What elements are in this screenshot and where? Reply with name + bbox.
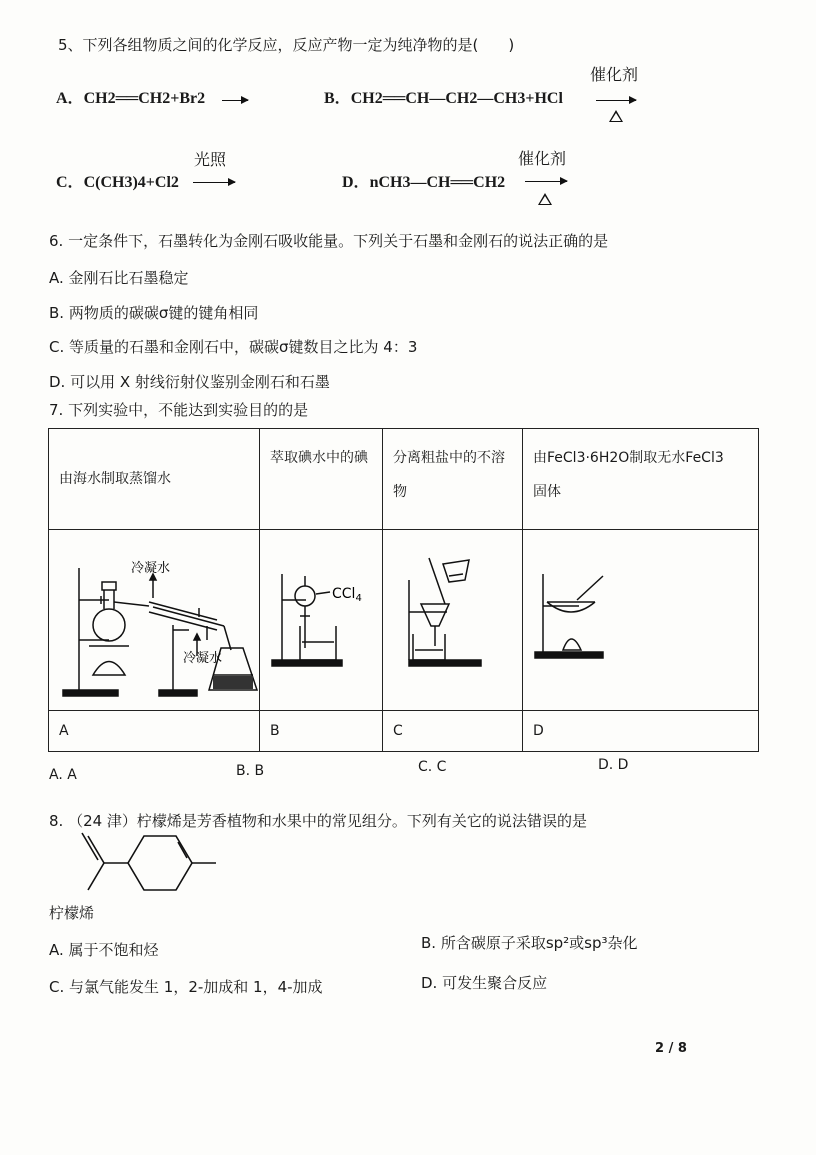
evaporation-diagram bbox=[523, 530, 758, 710]
reaction-arrow bbox=[525, 181, 567, 182]
q7-answer-d: D. D bbox=[598, 757, 629, 773]
ccl4-label: CCl$_4$ bbox=[332, 586, 362, 604]
q6-option-b: B. 两物质的碳碳σ键的键角相同 bbox=[49, 304, 259, 322]
q7-answer-a: A. A bbox=[49, 767, 77, 783]
limonene-structure bbox=[48, 828, 218, 898]
q8-option-a: A. 属于不饱和烃 bbox=[49, 941, 159, 959]
q6-stem: 6. 一定条件下，石墨转化为金刚石吸收能量。下列关于石墨和金刚石的说法正确的是 bbox=[49, 232, 609, 250]
q7-answer-c: C. C bbox=[418, 759, 447, 775]
cold-water-in-label: 冷凝水 bbox=[183, 651, 223, 666]
q5-option-c: C．C(CH3)4+Cl2 bbox=[56, 174, 179, 191]
table-row-label: C bbox=[383, 711, 523, 752]
q7-experiment-table bbox=[48, 428, 759, 752]
table-header-cell: 由FeCl3·6H2O制取无水FeCl3固体 bbox=[523, 429, 759, 530]
extraction-apparatus-cell bbox=[260, 530, 383, 711]
q5-option-a: A．CH2══CH2+Br2 bbox=[56, 90, 206, 107]
reaction-arrow bbox=[596, 100, 636, 101]
q6-option-d: D. 可以用 X 射线衍射仪鉴别金刚石和石墨 bbox=[49, 373, 330, 391]
table-header-cell: 萃取碘水中的碘 bbox=[260, 429, 383, 530]
q6-option-c: C. 等质量的石墨和金刚石中，碳碳σ键数目之比为 4：3 bbox=[49, 338, 418, 356]
table-row-label: A bbox=[49, 711, 260, 752]
table-header-cell: 分离粗盐中的不溶物 bbox=[383, 429, 523, 530]
q7-answer-b: B. B bbox=[236, 763, 265, 779]
q5-stem: 5、下列各组物质之间的化学反应，反应产物一定为纯净物的是( ) bbox=[58, 36, 515, 54]
cold-water-out-label: 冷凝水 bbox=[131, 561, 171, 576]
q5-option-d: D．nCH3—CH══CH2 bbox=[342, 174, 506, 191]
table-header-cell: 由海水制取蒸馏水 bbox=[49, 429, 260, 530]
q6-option-a: A. 金刚石比石墨稳定 bbox=[49, 269, 189, 287]
q8-option-b: B. 所含碳原子采取sp²或sp³杂化 bbox=[421, 934, 638, 952]
separatory-funnel-diagram bbox=[260, 530, 382, 710]
q8-option-d: D. 可发生聚合反应 bbox=[421, 974, 548, 992]
filtration-diagram bbox=[383, 530, 522, 710]
q5-b-catalyst-label: 催化剂 bbox=[590, 65, 639, 84]
q5-option-b: B．CH2══CH—CH2—CH3+HCl bbox=[324, 90, 563, 107]
distillation-apparatus-cell bbox=[49, 530, 260, 711]
compound-name: 柠檬烯 bbox=[49, 904, 95, 922]
heat-triangle-icon bbox=[609, 110, 623, 122]
q5-c-light-label: 光照 bbox=[194, 150, 227, 169]
q7-stem: 7. 下列实验中，不能达到实验目的的是 bbox=[49, 401, 309, 419]
distillation-diagram bbox=[49, 530, 259, 710]
filtration-apparatus-cell bbox=[383, 530, 523, 711]
q8-stem: 8. （24 津）柠檬烯是芳香植物和水果中的常见组分。下列有关它的说法错误的是 bbox=[49, 812, 587, 830]
evaporation-apparatus-cell bbox=[523, 530, 759, 711]
q5-d-catalyst-label: 催化剂 bbox=[518, 149, 567, 168]
table-row-label: B bbox=[260, 711, 383, 752]
page-number: 2 / 8 bbox=[655, 1041, 687, 1056]
table-row-label: D bbox=[523, 711, 759, 752]
q8-option-c: C. 与氯气能发生 1，2-加成和 1，4-加成 bbox=[49, 978, 323, 996]
heat-triangle-icon bbox=[538, 193, 552, 205]
reaction-arrow bbox=[193, 182, 235, 183]
reaction-arrow bbox=[222, 100, 248, 101]
